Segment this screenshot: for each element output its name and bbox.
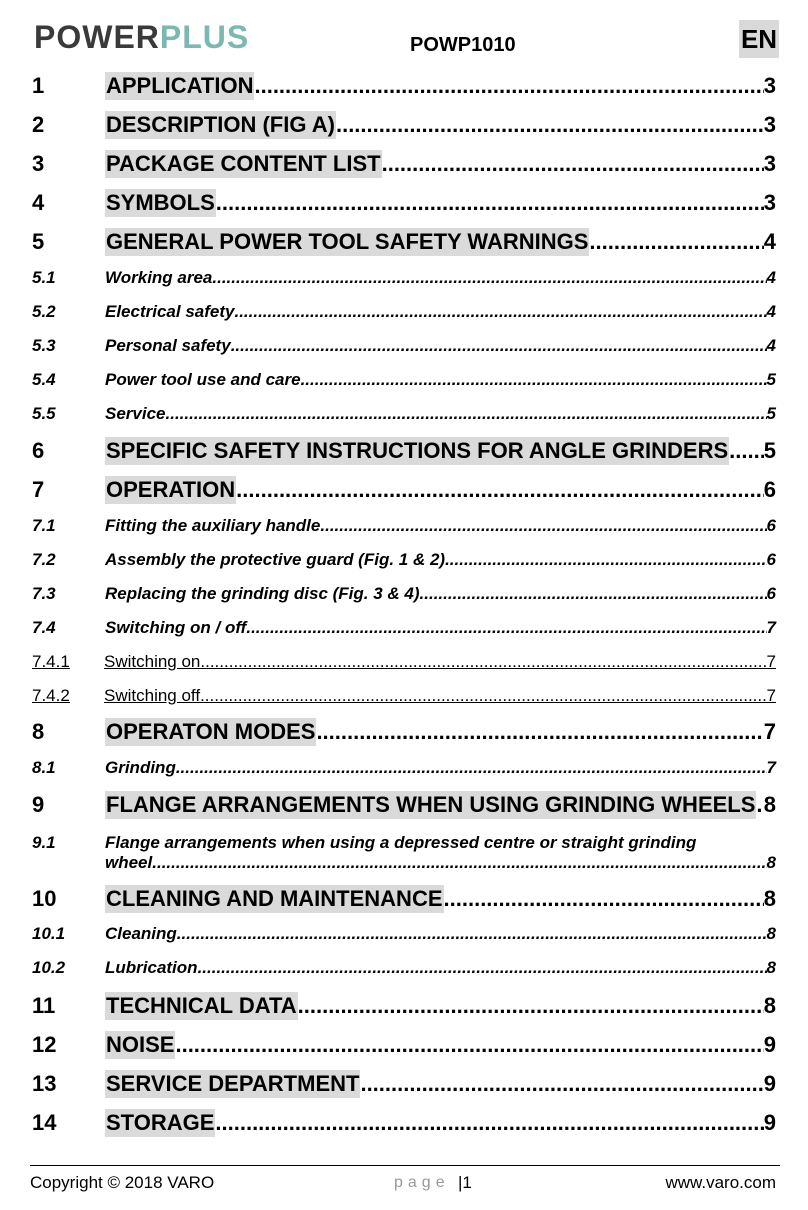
toc-title: SYMBOLS bbox=[106, 190, 215, 215]
language-badge: EN bbox=[739, 20, 779, 58]
toc-title: PACKAGE CONTENT LIST bbox=[106, 151, 381, 176]
toc-page-number: 7 bbox=[763, 719, 776, 744]
toc-number: 8.1 bbox=[32, 758, 56, 777]
toc-entry-level1[interactable] bbox=[32, 1031, 776, 1059]
toc-title: Flange arrangements when using a depressed centre or straight grinding bbox=[105, 833, 697, 852]
toc-page-number: 9 bbox=[763, 1032, 776, 1057]
toc-number: 2 bbox=[32, 112, 45, 137]
toc-leader-dots bbox=[756, 791, 763, 819]
toc-page-number: 9 bbox=[763, 1071, 776, 1096]
toc-entry-level1[interactable] bbox=[32, 150, 776, 178]
toc-entry-level2[interactable] bbox=[32, 515, 776, 537]
toc-number: 7.4 bbox=[32, 618, 56, 637]
toc-page-number: 7 bbox=[766, 758, 776, 777]
toc-leader-dots bbox=[216, 189, 764, 217]
toc-entry-level2[interactable] bbox=[32, 301, 776, 323]
toc-title: CLEANING AND MAINTENANCE bbox=[106, 886, 443, 911]
toc-page-number: 5 bbox=[766, 404, 776, 423]
toc-entry-level1[interactable] bbox=[32, 1109, 776, 1137]
toc-entry-level3[interactable] bbox=[32, 651, 776, 673]
toc-entry-level1[interactable] bbox=[32, 885, 776, 913]
toc-title: APPLICATION bbox=[106, 73, 254, 98]
toc-leader-dots bbox=[445, 549, 766, 571]
toc-number: 9.1 bbox=[32, 833, 56, 852]
page-header bbox=[0, 0, 808, 70]
toc-number: 7.4.1 bbox=[32, 652, 70, 671]
toc-entry-level2[interactable] bbox=[32, 335, 776, 357]
toc-leader-dots bbox=[200, 651, 766, 673]
toc-entry-level1[interactable] bbox=[32, 1070, 776, 1098]
toc-title: Personal safety bbox=[105, 336, 231, 355]
toc-entry-level2[interactable] bbox=[32, 403, 776, 425]
brand-logo bbox=[34, 19, 249, 55]
toc-page-number: 3 bbox=[763, 151, 776, 176]
toc-entry-level2[interactable] bbox=[32, 957, 776, 979]
toc-leader-dots bbox=[236, 476, 764, 504]
toc-page-number: 6 bbox=[766, 550, 776, 569]
toc-leader-dots bbox=[589, 228, 763, 256]
toc-entry-level1[interactable] bbox=[32, 437, 776, 465]
toc-leader-dots bbox=[336, 111, 764, 139]
toc-title: Working area bbox=[105, 268, 213, 287]
toc-page-number: 3 bbox=[763, 73, 776, 98]
toc-number: 5.3 bbox=[32, 336, 56, 355]
toc-number: 1 bbox=[32, 73, 45, 98]
toc-number: 13 bbox=[32, 1071, 57, 1096]
toc-entry-level1[interactable] bbox=[32, 228, 776, 256]
toc-leader-dots bbox=[360, 1070, 763, 1098]
toc-number: 10.2 bbox=[32, 958, 66, 977]
toc-title: Power tool use and care bbox=[105, 370, 301, 389]
toc-entry-level1[interactable] bbox=[32, 476, 776, 504]
toc-page-number: 4 bbox=[766, 302, 776, 321]
toc-title: Assembly the protective guard (Fig. 1 & 2) bbox=[105, 550, 446, 569]
toc-page-number: 7 bbox=[766, 618, 776, 637]
toc-entry-level1[interactable] bbox=[32, 992, 776, 1020]
toc-title: Electrical safety bbox=[105, 302, 235, 321]
toc-leader-dots bbox=[246, 617, 766, 639]
toc-page-number: 6 bbox=[763, 477, 776, 502]
toc-number: 5.5 bbox=[32, 404, 56, 423]
toc-number: 10 bbox=[32, 886, 57, 911]
page-number-value: 1 bbox=[462, 1173, 472, 1192]
toc-title: Grinding bbox=[105, 758, 176, 777]
toc-title: OPERATON MODES bbox=[106, 719, 316, 744]
toc-title: Service bbox=[105, 404, 166, 423]
toc-title: Fitting the auxiliary handle bbox=[105, 516, 321, 535]
toc-number: 7.3 bbox=[32, 584, 56, 603]
toc-number: 7 bbox=[32, 477, 45, 502]
toc-title: SERVICE DEPARTMENT bbox=[106, 1071, 360, 1096]
toc-number: 14 bbox=[32, 1110, 57, 1135]
toc-title: Lubrication bbox=[105, 958, 198, 977]
toc-title-continued: wheel bbox=[105, 853, 153, 872]
toc-entry-level1[interactable] bbox=[32, 718, 776, 746]
toc-title: FLANGE ARRANGEMENTS WHEN USING GRINDING WHEELS bbox=[106, 792, 756, 817]
toc-page-number: 7 bbox=[766, 686, 776, 705]
toc-page-number: 8 bbox=[766, 853, 776, 872]
logo-part1: POWER bbox=[34, 19, 160, 55]
toc-leader-dots bbox=[254, 72, 763, 100]
toc-title: Switching on bbox=[104, 652, 201, 671]
logo-part2: PLUS bbox=[159, 19, 250, 55]
toc-number: 12 bbox=[32, 1032, 57, 1057]
toc-title: DESCRIPTION (FIG A) bbox=[106, 112, 335, 137]
toc-number: 5.4 bbox=[32, 370, 56, 389]
toc-page-number: 5 bbox=[763, 438, 776, 463]
toc-leader-dots bbox=[166, 403, 767, 425]
toc-title: Switching off bbox=[104, 686, 201, 705]
toc-number: 7.2 bbox=[32, 550, 56, 569]
toc-title: TECHNICAL DATA bbox=[106, 993, 297, 1018]
toc-leader-dots bbox=[176, 757, 767, 779]
toc-title: Cleaning bbox=[105, 924, 177, 943]
toc-page-number: 8 bbox=[763, 792, 776, 817]
toc-page-number: 9 bbox=[763, 1110, 776, 1135]
toc-leader-dots bbox=[444, 885, 764, 913]
toc-leader-dots bbox=[382, 150, 764, 178]
page-footer bbox=[30, 1165, 780, 1196]
toc-leader-dots bbox=[175, 1031, 763, 1059]
toc-entry-level2[interactable] bbox=[32, 923, 776, 945]
toc-page-number: 6 bbox=[766, 516, 776, 535]
toc-leader-dots bbox=[316, 718, 763, 746]
toc-number: 6 bbox=[32, 438, 45, 463]
toc-page-number: 5 bbox=[766, 370, 776, 389]
model-number: POWP1010 bbox=[410, 34, 516, 56]
toc-page-number: 4 bbox=[763, 229, 776, 254]
toc-leader-dots bbox=[320, 515, 766, 537]
toc-entry-level1[interactable] bbox=[32, 111, 776, 139]
toc-title: GENERAL POWER TOOL SAFETY WARNINGS bbox=[106, 229, 589, 254]
page-separator: | bbox=[458, 1173, 463, 1192]
toc-page-number: 4 bbox=[766, 268, 776, 287]
toc-entry-level2[interactable] bbox=[32, 549, 776, 571]
toc-number: 3 bbox=[32, 151, 45, 176]
toc-leader-dots bbox=[231, 335, 767, 357]
toc-number: 9 bbox=[32, 792, 45, 817]
toc-title: STORAGE bbox=[106, 1110, 215, 1135]
toc-entry-level3[interactable] bbox=[32, 685, 776, 707]
toc-number: 5 bbox=[32, 229, 45, 254]
toc-number: 4 bbox=[32, 190, 45, 215]
toc-page-number: 7 bbox=[766, 652, 776, 671]
toc-number: 5.2 bbox=[32, 302, 56, 321]
toc-entry-level1[interactable] bbox=[32, 72, 776, 100]
toc-leader-dots bbox=[729, 437, 764, 465]
toc-leader-dots bbox=[420, 583, 767, 605]
toc-number: 10.1 bbox=[32, 924, 66, 943]
toc-number: 7.4.2 bbox=[32, 686, 70, 705]
toc-leader-dots bbox=[234, 301, 766, 323]
toc-entry-level1[interactable] bbox=[32, 189, 776, 217]
toc-leader-dots bbox=[198, 957, 767, 979]
toc-entry-level2[interactable] bbox=[32, 757, 776, 779]
toc-entry-level2[interactable] bbox=[32, 617, 776, 639]
toc-entry-level2[interactable] bbox=[32, 267, 776, 289]
toc-leader-dots bbox=[200, 685, 766, 707]
toc-leader-dots bbox=[212, 267, 766, 289]
toc-entry-level1[interactable] bbox=[32, 791, 776, 819]
page-number bbox=[458, 1169, 472, 1197]
toc-page-number: 3 bbox=[763, 190, 776, 215]
toc-title: Replacing the grinding disc (Fig. 3 & 4) bbox=[105, 584, 420, 603]
toc-number: 8 bbox=[32, 719, 45, 744]
toc-number: 5.1 bbox=[32, 268, 56, 287]
toc-leader-dots bbox=[177, 923, 767, 945]
toc-page-number: 8 bbox=[766, 958, 776, 977]
website-link[interactable]: www.varo.com bbox=[665, 1173, 776, 1192]
toc-title: OPERATION bbox=[106, 477, 236, 502]
toc-page-number: 8 bbox=[766, 924, 776, 943]
toc-number: 7.1 bbox=[32, 516, 56, 535]
toc-title: Switching on / off bbox=[105, 618, 247, 637]
toc-title: NOISE bbox=[106, 1032, 175, 1057]
toc-page-number: 6 bbox=[766, 584, 776, 603]
page-label: page bbox=[394, 1174, 450, 1191]
toc-leader-dots bbox=[298, 992, 764, 1020]
toc-number: 11 bbox=[32, 993, 56, 1018]
toc-title: SPECIFIC SAFETY INSTRUCTIONS FOR ANGLE GRINDERS bbox=[106, 438, 729, 463]
toc-leader-dots bbox=[215, 1109, 763, 1137]
toc-page-number: 4 bbox=[766, 336, 776, 355]
toc-page-number: 3 bbox=[763, 112, 776, 137]
toc-leader-dots bbox=[301, 369, 767, 391]
copyright-text: Copyright © 2018 VARO bbox=[30, 1173, 215, 1192]
toc-page-number: 8 bbox=[763, 886, 776, 911]
toc-entry-level2[interactable] bbox=[32, 369, 776, 391]
toc-entry-level2[interactable] bbox=[32, 583, 776, 605]
toc-leader-dots bbox=[152, 852, 766, 873]
toc-page-number: 8 bbox=[763, 993, 776, 1018]
